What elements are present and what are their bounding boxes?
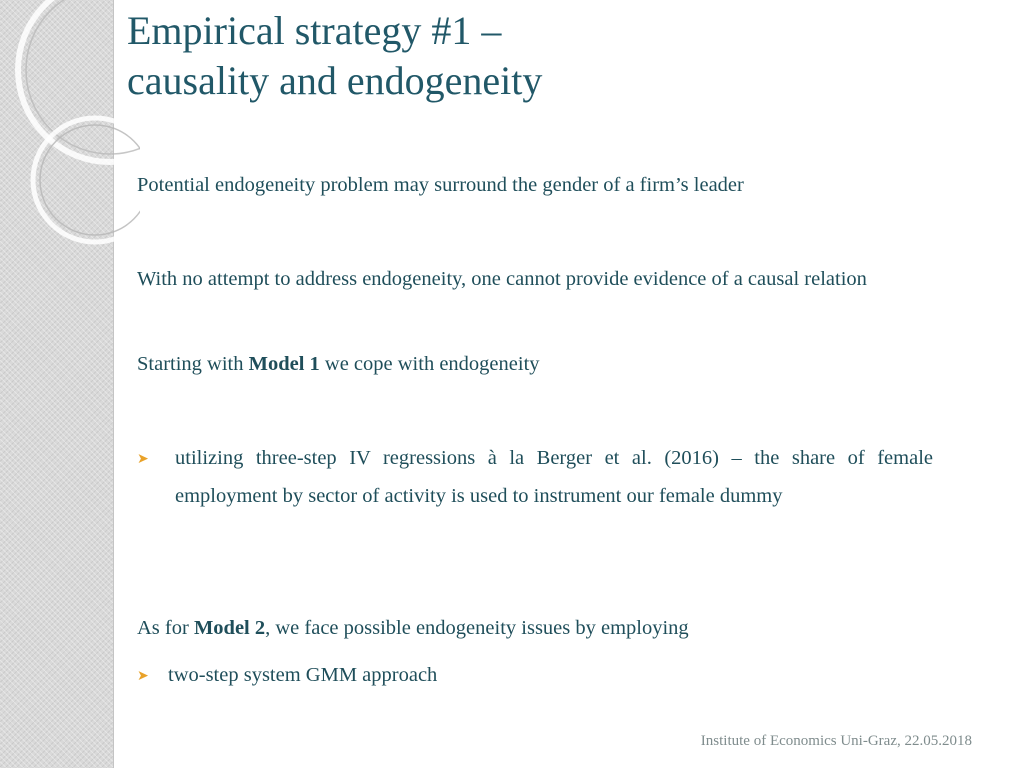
bullet-iv-regressions: [137, 439, 933, 559]
paragraph-model2: [137, 609, 933, 647]
slide-title-line2: causality and endogeneity: [127, 58, 543, 103]
arrow-bullet-icon: ➤: [137, 669, 149, 684]
paragraph-causal-relation: With no attempt to address endogeneity, one cannot provide evidence of a causal relation: [137, 268, 867, 290]
slide-title: [127, 6, 542, 106]
bullet-gmm-text: two-step system GMM approach: [168, 664, 438, 686]
arrow-bullet-icon: ➤: [137, 452, 149, 467]
model2-prefix: As for: [137, 617, 194, 639]
bullet-iv-text: utilizing three-step IV regressions à la Berger et al. (2016) – the share of female employment by sector of activity is used to instrument our female dummy: [175, 447, 933, 507]
model2-suffix: , we face possible endogeneity issues by employing: [265, 617, 689, 639]
bullet-gmm: [137, 656, 933, 696]
slide-footer: Institute of Economics Uni-Graz, 22.05.2018: [700, 733, 972, 749]
decorative-rings: [0, 0, 140, 260]
model2-label: Model 2: [193, 617, 266, 639]
slide-title-line1: Empirical strategy #1 –: [127, 8, 502, 53]
paragraph-model1: [137, 345, 933, 383]
model1-label: Model 1: [248, 353, 320, 375]
model1-prefix: Starting with: [137, 353, 249, 375]
model1-suffix: we cope with endogeneity: [319, 353, 540, 375]
paragraph-endogeneity-problem: Potential endogeneity problem may surround the gender of a firm’s leader: [137, 174, 744, 196]
